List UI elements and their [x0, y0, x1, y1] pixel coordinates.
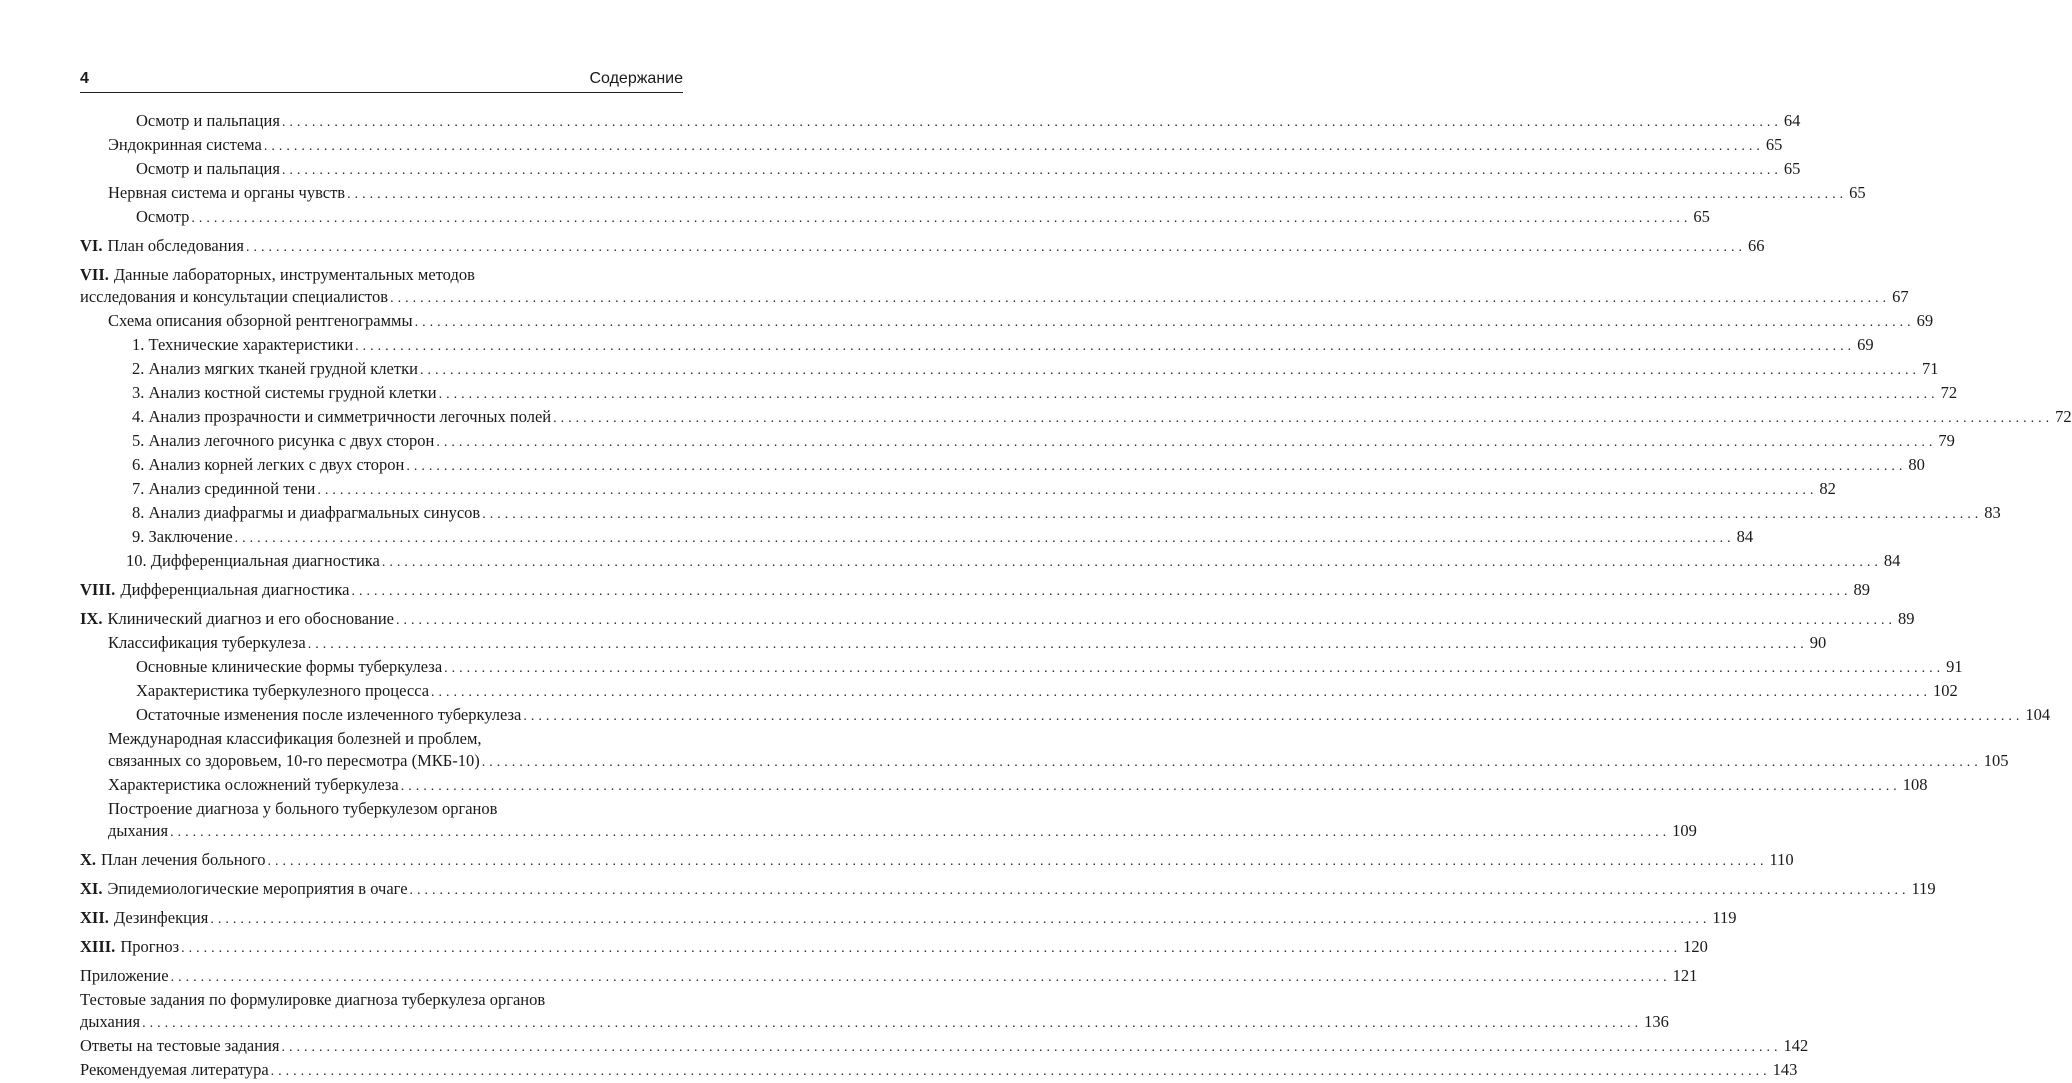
- toc-dot-leader: ........................................................................................................................................................................................................: [281, 163, 1782, 178]
- toc-page-number: 142: [1783, 1036, 1809, 1055]
- toc-dot-leader: ........................................................................................................................................................................................................: [381, 555, 1882, 570]
- toc-dot-leader: ........................................................................................................................................................................................................: [210, 912, 1711, 927]
- toc-entry-title: 4. Анализ прозрачности и симметричности легочных полей: [132, 407, 552, 426]
- toc-entry: [80, 656, 1963, 680]
- toc-dot-leader: ........................................................................................................................................................................................................: [270, 1064, 1771, 1079]
- toc-section-number: XII.: [80, 908, 109, 927]
- toc-entry-title: Осмотр и пальпация: [136, 111, 280, 130]
- toc-entry: [80, 110, 1801, 134]
- page-header: [80, 70, 683, 93]
- toc-page-number: 65: [1765, 135, 1783, 154]
- toc-dot-leader: ........................................................................................................................................................................................................: [307, 637, 1808, 652]
- toc-dot-leader: ........................................................................................................................................................................................................: [431, 685, 1932, 700]
- toc-entry-title: 1. Технические характеристики: [132, 335, 354, 354]
- toc-entry-title: X. План лечения больного: [80, 850, 266, 869]
- toc-dot-leader: ........................................................................................................................................................................................................: [436, 435, 1937, 450]
- toc-entry: [80, 965, 1698, 989]
- toc-entry-first-line: [80, 264, 683, 286]
- toc-entry: [80, 936, 1708, 960]
- toc-page-number: 71: [1921, 359, 1939, 378]
- toc-entry: [80, 907, 1737, 931]
- toc-page-number: 104: [2025, 705, 2051, 724]
- toc-page-number: 109: [1672, 821, 1697, 840]
- toc-entry: [80, 798, 1697, 844]
- toc-page-number: 89: [1853, 580, 1870, 599]
- toc-dot-leader: ........................................................................................................................................................................................................: [553, 411, 2054, 426]
- toc-dot-leader: ........................................................................................................................................................................................................: [438, 387, 1939, 402]
- toc-entry-title-start: Тестовые задания по формулировке диагноза туберкулеза органов: [80, 990, 546, 1009]
- toc-entry-title: Схема описания обзорной рентгенограммы: [108, 311, 413, 330]
- toc-entry-title: Классификация туберкулеза: [108, 633, 306, 652]
- toc-dot-leader: ........................................................................................................................................................................................................: [267, 854, 1768, 869]
- toc-entry: [80, 430, 1955, 454]
- toc-page-number: 120: [1683, 937, 1708, 956]
- toc-entry-title: дыхания: [80, 1012, 141, 1031]
- toc-dot-leader: ........................................................................................................................................................................................................: [281, 1040, 1782, 1055]
- toc-entry-title: 9. Заключение: [132, 527, 233, 546]
- toc-entry: [80, 158, 1801, 182]
- toc-dot-leader: ........................................................................................................................................................................................................: [347, 187, 1848, 202]
- toc-entry-title: 3. Анализ костной системы грудной клетки: [132, 383, 437, 402]
- toc-entry-title: 8. Анализ диафрагмы и диафрагмальных синусов: [132, 503, 481, 522]
- toc-entry-title: связанных со здоровьем, 10-го пересмотра (МКБ-10): [108, 751, 480, 770]
- toc-dot-leader: ........................................................................................................................................................................................................: [142, 1016, 1643, 1031]
- toc-page-number: 84: [1883, 551, 1901, 570]
- toc-section-number: X.: [80, 850, 97, 869]
- toc-page-number: 89: [1898, 609, 1915, 628]
- toc-entry: [80, 502, 2001, 526]
- toc-dot-leader: ........................................................................................................................................................................................................: [523, 709, 2024, 724]
- toc-entry-title: XI. Эпидемиологические мероприятия в очаге: [80, 879, 408, 898]
- toc-page-number: 67: [1892, 287, 1909, 306]
- toc-page-number: 119: [1712, 908, 1737, 927]
- toc-dot-leader: ........................................................................................................................................................................................................: [246, 240, 1746, 255]
- toc-page-number: 102: [1933, 681, 1958, 700]
- toc-entry-title: Осмотр: [136, 207, 190, 226]
- toc-dot-leader: ........................................................................................................................................................................................................: [263, 139, 1764, 154]
- toc-section-number: IX.: [80, 609, 103, 628]
- toc-entry-title: Ответы на тестовые задания: [80, 1036, 280, 1055]
- toc-entry: [80, 134, 1783, 158]
- toc-entry: [80, 680, 1958, 704]
- toc-entry: [80, 406, 2072, 430]
- toc-entry: [80, 264, 1909, 310]
- toc-page-number: 64: [1783, 111, 1801, 130]
- toc-dot-leader: ........................................................................................................................................................................................................: [355, 339, 1856, 354]
- toc-entry-title: Характеристика осложнений туберкулеза: [108, 775, 399, 794]
- toc-entry-title: Рекомендуемая литература: [80, 1060, 269, 1079]
- toc-page-number: 66: [1748, 236, 1765, 255]
- toc-entry-title: VIII. Дифференциальная диагностика: [80, 580, 350, 599]
- toc-section-number: VIII.: [80, 580, 116, 599]
- toc-entry: [80, 235, 1765, 259]
- toc-entry: [80, 878, 1936, 902]
- toc-entry: [80, 454, 1925, 478]
- toc-dot-leader: ........................................................................................................................................................................................................: [181, 941, 1682, 956]
- toc-dot-leader: ........................................................................................................................................................................................................: [390, 291, 1891, 306]
- toc-entry: [80, 632, 1827, 656]
- toc-entry-title: Эндокринная система: [108, 135, 262, 154]
- toc-entry: [80, 989, 1669, 1035]
- toc-entry-title-start: Международная классификация болезней и проблем,: [108, 729, 482, 748]
- toc-entry: [80, 550, 1901, 574]
- toc-entry-title: Приложение: [80, 966, 169, 985]
- toc-page-number: 119: [1911, 879, 1936, 898]
- toc-entry: [80, 728, 2009, 774]
- toc-entry-title: 2. Анализ мягких тканей грудной клетки: [132, 359, 418, 378]
- toc-entry: [80, 774, 1928, 798]
- toc-page-number: 105: [1983, 751, 2009, 770]
- toc-entry: [80, 310, 1934, 334]
- toc-page-number: 110: [1769, 850, 1794, 869]
- toc-page-number: 69: [1916, 311, 1934, 330]
- toc-dot-leader: ........................................................................................................................................................................................................: [281, 115, 1782, 130]
- toc-dot-leader: ........................................................................................................................................................................................................: [396, 613, 1896, 628]
- toc-page-number: 72: [1940, 383, 1958, 402]
- toc-page-number: 65: [1693, 207, 1710, 226]
- toc-entry: [80, 579, 1870, 603]
- toc-entry-title: VI. План обследования: [80, 236, 244, 255]
- toc-page-number: 65: [1783, 159, 1801, 178]
- toc-entry-first-line: [108, 798, 683, 820]
- toc-dot-leader: ........................................................................................................................................................................................................: [482, 507, 1983, 522]
- toc-section-number: XI.: [80, 879, 103, 898]
- toc-page-number: 82: [1819, 479, 1836, 498]
- toc-entry: [80, 358, 1939, 382]
- toc-entry-title: Характеристика туберкулезного процесса: [136, 681, 430, 700]
- toc-page-number: 84: [1736, 527, 1754, 546]
- toc-dot-leader: ........................................................................................................................................................................................................: [170, 970, 1671, 985]
- toc-entry-title: XII. Дезинфекция: [80, 908, 209, 927]
- table-of-contents: [80, 110, 2072, 1083]
- toc-entry-title: Осмотр и пальпация: [136, 159, 280, 178]
- toc-entry-title-start: Построение диагноза у больного туберкулезом органов: [108, 799, 498, 818]
- toc-entry-title: Остаточные изменения после излеченного туберкулеза: [136, 705, 522, 724]
- toc-dot-leader: ........................................................................................................................................................................................................: [406, 459, 1907, 474]
- toc-dot-leader: ........................................................................................................................................................................................................: [191, 211, 1692, 226]
- toc-entry: [80, 849, 1794, 873]
- toc-entry-title: 10. Дифференциальная диагностика: [126, 551, 380, 570]
- toc-entry-title-start: Данные лабораторных, инструментальных методов: [113, 265, 475, 284]
- toc-dot-leader: ........................................................................................................................................................................................................: [419, 363, 1920, 378]
- toc-entry-title: Основные клинические формы туберкулеза: [136, 657, 443, 676]
- toc-entry-first-line: [80, 989, 683, 1011]
- toc-entry-title: Нервная система и органы чувств: [108, 183, 346, 202]
- toc-entry: [80, 608, 1915, 632]
- toc-entry: [80, 526, 1754, 550]
- toc-dot-leader: ........................................................................................................................................................................................................: [351, 584, 1852, 599]
- toc-entry-title: 5. Анализ легочного рисунка с двух сторон: [132, 431, 435, 450]
- toc-page-number: 90: [1809, 633, 1827, 652]
- toc-page-number: 121: [1672, 966, 1698, 985]
- toc-page-number: 80: [1908, 455, 1925, 474]
- toc-section-number: VII.: [80, 265, 109, 284]
- toc-page-number: 79: [1938, 431, 1955, 450]
- toc-page-number: 91: [1946, 657, 1963, 676]
- toc-page-number: 83: [1984, 503, 2001, 522]
- running-title: Содержание: [589, 70, 683, 87]
- toc-page-number: 108: [1902, 775, 1928, 794]
- toc-entry: [80, 182, 1866, 206]
- toc-entry: [80, 1059, 1798, 1083]
- page-number: 4: [80, 70, 89, 87]
- toc-entry: [80, 206, 1710, 230]
- toc-entry: [80, 478, 1836, 502]
- toc-entry-first-line: [108, 728, 683, 750]
- toc-entry-title: XIII. Прогноз: [80, 937, 180, 956]
- toc-entry-title: дыхания: [108, 821, 169, 840]
- toc-page-number: 65: [1849, 183, 1866, 202]
- toc-dot-leader: ........................................................................................................................................................................................................: [234, 531, 1735, 546]
- toc-entry: [80, 334, 1874, 358]
- toc-entry-title: 7. Анализ срединной тени: [132, 479, 316, 498]
- toc-dot-leader: ........................................................................................................................................................................................................: [414, 315, 1915, 330]
- toc-dot-leader: ........................................................................................................................................................................................................: [400, 779, 1901, 794]
- toc-dot-leader: ........................................................................................................................................................................................................: [317, 483, 1818, 498]
- toc-page-number: 136: [1644, 1012, 1669, 1031]
- toc-dot-leader: ........................................................................................................................................................................................................: [481, 755, 1982, 770]
- toc-dot-leader: ........................................................................................................................................................................................................: [409, 883, 1910, 898]
- toc-entry: [80, 704, 2051, 728]
- toc-dot-leader: ........................................................................................................................................................................................................: [170, 825, 1671, 840]
- toc-entry-title: исследования и консультации специалистов: [80, 287, 389, 306]
- toc-section-number: VI.: [80, 236, 103, 255]
- toc-dot-leader: ........................................................................................................................................................................................................: [444, 661, 1945, 676]
- toc-page-number: 143: [1772, 1060, 1798, 1079]
- toc-entry-title: IX. Клинический диагноз и его обоснование: [80, 609, 394, 628]
- toc-entry: [80, 1035, 1809, 1059]
- toc-section-number: XIII.: [80, 937, 116, 956]
- toc-entry: [80, 382, 1958, 406]
- toc-page-number: 72: [2055, 407, 2072, 426]
- toc-page-number: 69: [1857, 335, 1874, 354]
- toc-entry-title: 6. Анализ корней легких с двух сторон: [132, 455, 405, 474]
